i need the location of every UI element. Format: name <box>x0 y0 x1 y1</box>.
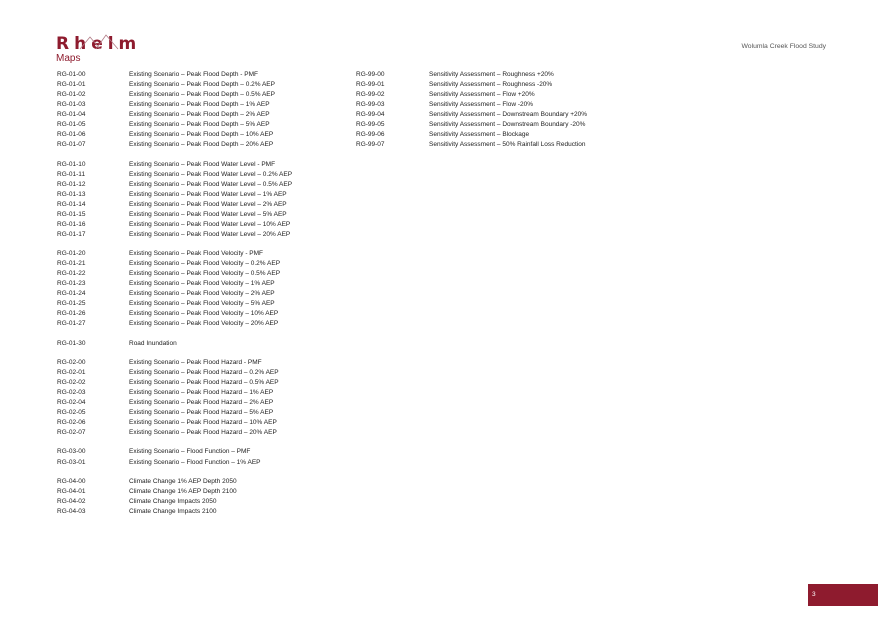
map-list-row <box>57 458 292 468</box>
map-title: Existing Scenario – Peak Flood Water Level – 10% AEP <box>129 220 291 228</box>
map-code: RG-99-06 <box>356 131 385 139</box>
map-list-row <box>356 110 587 120</box>
map-list-row <box>57 80 292 90</box>
page-number: 3 <box>812 591 816 598</box>
map-code: RG-01-14 <box>57 200 86 208</box>
map-code: RG-02-01 <box>57 368 86 376</box>
map-list-row <box>57 398 292 408</box>
map-title: Existing Scenario – Peak Flood Water Level - PMF <box>129 160 276 168</box>
logo-wordmark: Rhelm <box>56 34 142 54</box>
map-title: Existing Scenario – Peak Flood Velocity – 20% AEP <box>129 320 279 328</box>
map-title: Existing Scenario – Peak Flood Depth – 20% AEP <box>129 141 274 149</box>
map-list-row <box>57 447 292 457</box>
map-code: RG-01-04 <box>57 111 86 119</box>
map-list-row <box>57 110 292 120</box>
map-list-row <box>57 408 292 418</box>
map-title: Existing Scenario – Peak Flood Hazard – 20% AEP <box>129 429 277 437</box>
map-list-row <box>57 200 292 210</box>
map-title: Climate Change Impacts 2050 <box>129 497 217 505</box>
map-group <box>57 249 292 329</box>
map-code: RG-99-05 <box>356 121 385 129</box>
map-code: RG-02-00 <box>57 358 86 366</box>
map-list-row <box>57 487 292 497</box>
map-title: Existing Scenario – Peak Flood Depth – 10% AEP <box>129 131 274 139</box>
map-title: Existing Scenario – Peak Flood Velocity – 10% AEP <box>129 310 279 318</box>
map-title: Sensitivity Assessment – Flow +20% <box>429 91 535 99</box>
map-list-row <box>57 210 292 220</box>
map-title: Sensitivity Assessment – Roughness -20% <box>429 81 553 89</box>
map-code: RG-01-17 <box>57 230 86 238</box>
map-title: Existing Scenario – Peak Flood Velocity – 1% AEP <box>129 280 275 288</box>
map-group <box>356 70 587 150</box>
page-number-tab <box>808 584 878 606</box>
map-list-row <box>57 497 292 507</box>
map-code: RG-02-06 <box>57 419 86 427</box>
map-code: RG-01-23 <box>57 280 86 288</box>
map-group <box>57 358 292 438</box>
map-list-row <box>57 259 292 269</box>
map-list-row <box>57 299 292 309</box>
map-code: RG-01-26 <box>57 310 86 318</box>
map-title: Existing Scenario – Peak Flood Velocity - PMF <box>129 250 264 258</box>
map-group <box>57 70 292 150</box>
map-list-row <box>57 358 292 368</box>
map-title: Existing Scenario – Peak Flood Water Level – 0.5% AEP <box>129 180 293 188</box>
map-list-row <box>356 80 587 90</box>
map-code: RG-04-02 <box>57 497 86 505</box>
map-code: RG-02-03 <box>57 389 86 397</box>
map-group <box>57 447 292 467</box>
map-code: RG-01-22 <box>57 270 86 278</box>
map-list-row <box>356 90 587 100</box>
map-code: RG-02-05 <box>57 409 86 417</box>
study-title: Wolumla Creek Flood Study <box>741 43 826 50</box>
map-list-row <box>57 428 292 438</box>
map-code: RG-01-01 <box>57 81 86 89</box>
map-code: RG-01-07 <box>57 141 86 149</box>
map-title: Existing Scenario – Peak Flood Velocity – 0.5% AEP <box>129 270 281 278</box>
map-code: RG-99-04 <box>356 111 385 119</box>
map-title: Existing Scenario – Peak Flood Depth – 2% AEP <box>129 111 270 119</box>
map-title: Existing Scenario – Peak Flood Water Level – 2% AEP <box>129 200 287 208</box>
map-list-row <box>57 388 292 398</box>
map-title: Existing Scenario – Flood Function – 1% AEP <box>129 458 261 466</box>
map-code: RG-99-02 <box>356 91 385 99</box>
map-title: Existing Scenario – Peak Flood Velocity – 5% AEP <box>129 300 275 308</box>
map-code: RG-01-02 <box>57 91 86 99</box>
map-title: Existing Scenario – Peak Flood Depth – 0.2% AEP <box>129 81 275 89</box>
map-list-row <box>57 477 292 487</box>
map-code: RG-01-03 <box>57 101 86 109</box>
map-code: RG-01-00 <box>57 71 86 78</box>
map-title: Road Inundation <box>129 339 177 347</box>
map-title: Existing Scenario – Peak Flood Water Level – 5% AEP <box>129 210 287 218</box>
map-code: RG-01-24 <box>57 290 86 298</box>
map-title: Existing Scenario – Peak Flood Velocity – 0.2% AEP <box>129 260 281 268</box>
section-title: Maps <box>56 53 81 64</box>
map-code: RG-01-27 <box>57 320 86 328</box>
map-title: Existing Scenario – Flood Function – PMF <box>129 448 251 456</box>
map-title: Sensitivity Assessment – Flow -20% <box>429 101 534 109</box>
map-list-row <box>57 289 292 299</box>
map-list-row <box>356 120 587 130</box>
map-code: RG-04-00 <box>57 477 86 485</box>
map-code: RG-02-04 <box>57 399 86 407</box>
map-code: RG-01-20 <box>57 250 86 258</box>
map-list-row <box>356 130 587 140</box>
rhelm-logo <box>56 34 141 54</box>
map-code: RG-01-06 <box>57 131 86 139</box>
map-title: Existing Scenario – Peak Flood Hazard – 0.5% AEP <box>129 379 279 387</box>
map-title: Existing Scenario – Peak Flood Hazard – 2% AEP <box>129 399 274 407</box>
map-list-row <box>57 418 292 428</box>
map-title: Existing Scenario – Peak Flood Water Level – 1% AEP <box>129 190 287 198</box>
map-list-left <box>57 70 292 526</box>
map-title: Sensitivity Assessment – Downstream Boundary +20% <box>429 111 588 119</box>
map-code: RG-03-01 <box>57 458 86 466</box>
map-code: RG-02-02 <box>57 379 86 387</box>
map-list-row <box>57 269 292 279</box>
map-code: RG-01-11 <box>57 170 86 178</box>
map-title: Existing Scenario – Peak Flood Hazard – 10% AEP <box>129 419 277 427</box>
map-code: RG-99-03 <box>356 101 385 109</box>
map-title: Existing Scenario – Peak Flood Water Level – 0.2% AEP <box>129 170 293 178</box>
map-list-row <box>57 220 292 230</box>
map-title: Existing Scenario – Peak Flood Water Level – 20% AEP <box>129 230 291 238</box>
map-code: RG-01-30 <box>57 339 86 347</box>
map-title: Sensitivity Assessment – 50% Rainfall Loss Reduction <box>429 141 586 149</box>
map-code: RG-03-00 <box>57 448 86 456</box>
map-list-row <box>356 100 587 110</box>
map-code: RG-01-21 <box>57 260 86 268</box>
map-list-row <box>356 70 587 80</box>
map-list-row <box>57 180 292 190</box>
map-title: Climate Change Impacts 2100 <box>129 507 217 515</box>
map-code: RG-01-15 <box>57 210 86 218</box>
map-list-row <box>57 140 292 150</box>
map-title: Existing Scenario – Peak Flood Depth – 5% AEP <box>129 121 270 129</box>
map-title: Existing Scenario – Peak Flood Depth - PMF <box>129 71 258 78</box>
map-title: Existing Scenario – Peak Flood Hazard - PMF <box>129 358 262 366</box>
map-list-row <box>57 160 292 170</box>
map-group <box>57 339 292 349</box>
map-code: RG-99-00 <box>356 71 385 78</box>
map-code: RG-02-07 <box>57 429 86 437</box>
map-list-row <box>57 507 292 517</box>
map-title: Existing Scenario – Peak Flood Depth – 1% AEP <box>129 101 270 109</box>
map-title: Existing Scenario – Peak Flood Depth – 0.5% AEP <box>129 91 275 99</box>
map-code: RG-01-10 <box>57 160 86 168</box>
map-list-row <box>57 319 292 329</box>
map-list-row <box>57 170 292 180</box>
map-list-row <box>57 120 292 130</box>
map-list-row <box>57 70 292 80</box>
map-code: RG-01-13 <box>57 190 86 198</box>
map-group <box>57 160 292 240</box>
map-code: RG-04-01 <box>57 487 86 495</box>
map-code: RG-04-03 <box>57 507 86 515</box>
map-list-row <box>57 90 292 100</box>
map-code: RG-99-07 <box>356 141 385 149</box>
map-list-row <box>57 339 292 349</box>
map-code: RG-01-12 <box>57 180 86 188</box>
map-title: Sensitivity Assessment – Downstream Boundary -20% <box>429 121 586 129</box>
map-title: Existing Scenario – Peak Flood Hazard – 0.2% AEP <box>129 368 279 376</box>
map-list-row <box>57 249 292 259</box>
map-list-row <box>57 230 292 240</box>
map-list-row <box>356 140 587 150</box>
map-code: RG-01-25 <box>57 300 86 308</box>
map-title: Existing Scenario – Peak Flood Velocity – 2% AEP <box>129 290 275 298</box>
map-list-row <box>57 279 292 289</box>
map-list-right <box>356 70 587 160</box>
map-list-row <box>57 378 292 388</box>
map-list-row <box>57 130 292 140</box>
map-code: RG-01-05 <box>57 121 86 129</box>
map-code: RG-99-01 <box>356 81 385 89</box>
map-list-row <box>57 309 292 319</box>
map-list-row <box>57 100 292 110</box>
map-list-row <box>57 190 292 200</box>
map-title: Sensitivity Assessment – Roughness +20% <box>429 71 554 78</box>
map-title: Sensitivity Assessment – Blockage <box>429 131 530 139</box>
map-title: Climate Change 1% AEP Depth 2100 <box>129 487 237 495</box>
map-list-row <box>57 368 292 378</box>
map-title: Existing Scenario – Peak Flood Hazard – 1% AEP <box>129 389 274 397</box>
map-title: Existing Scenario – Peak Flood Hazard – 5% AEP <box>129 409 274 417</box>
map-group <box>57 477 292 517</box>
house-roof-icon <box>78 31 120 53</box>
map-code: RG-01-16 <box>57 220 86 228</box>
map-title: Climate Change 1% AEP Depth 2050 <box>129 477 237 485</box>
